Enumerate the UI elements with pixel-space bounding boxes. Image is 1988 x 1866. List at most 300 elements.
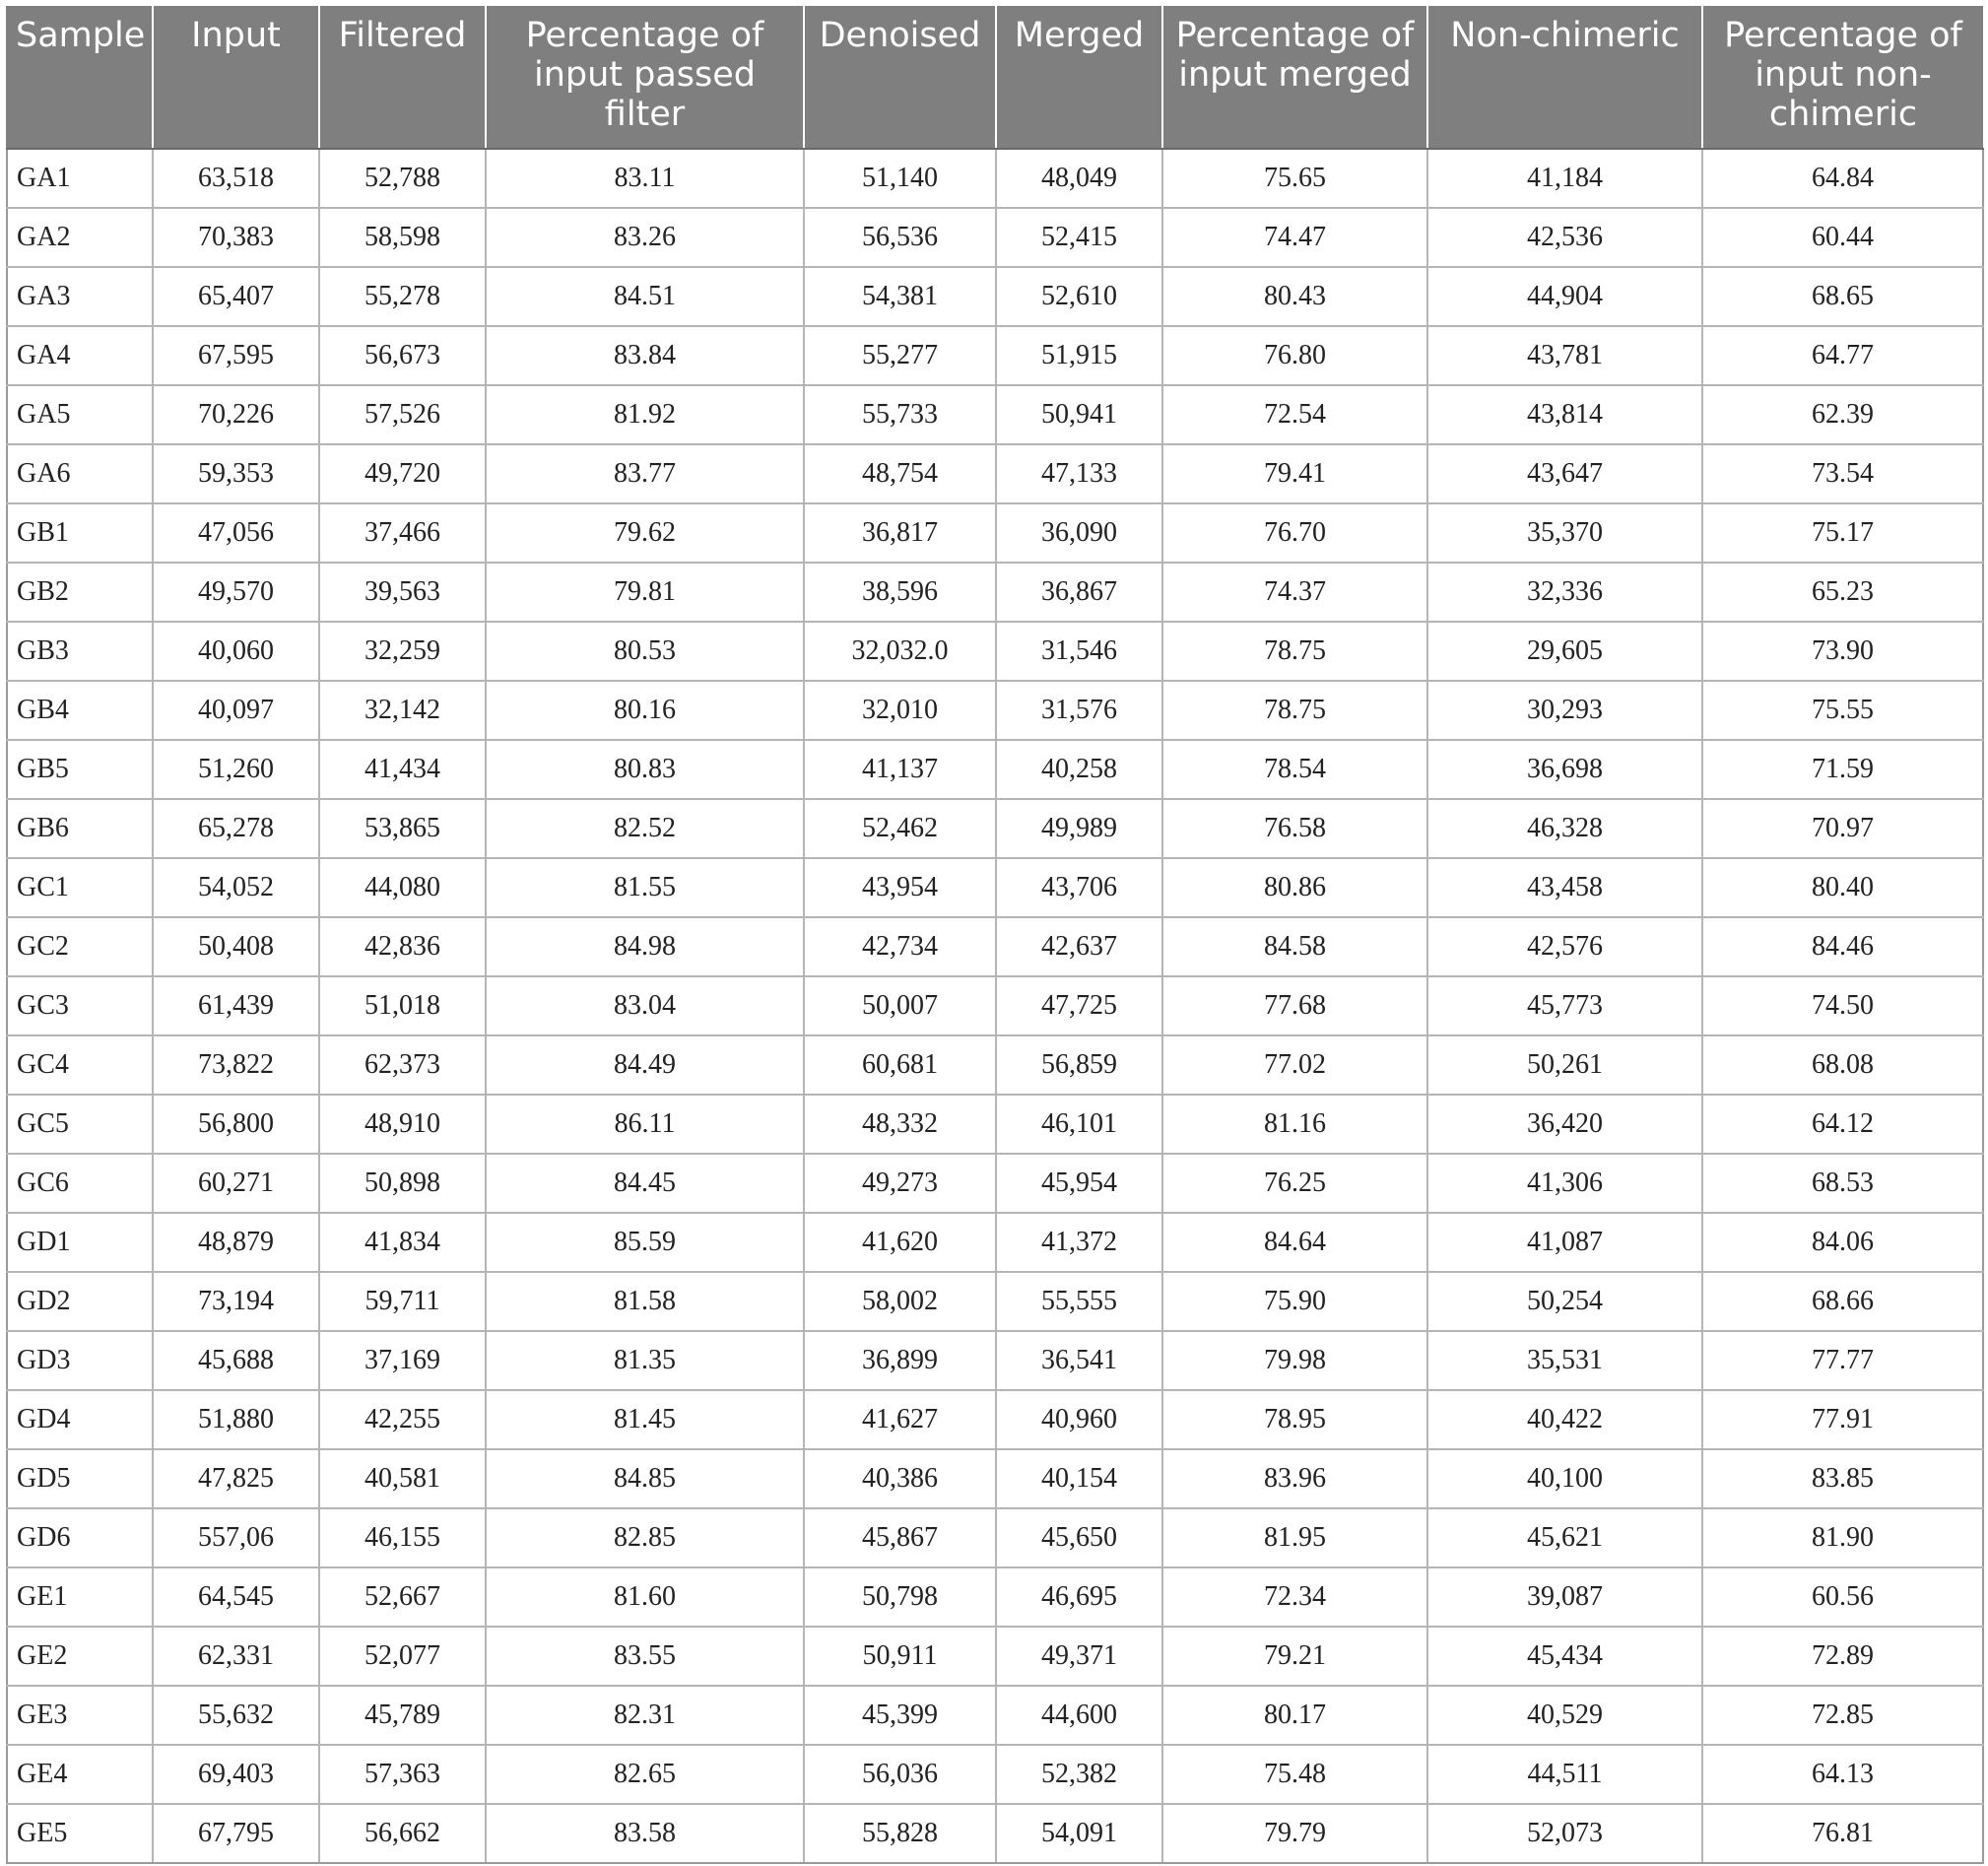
table-cell-input: 40,060 [153, 622, 319, 681]
table-row [7, 1331, 1983, 1390]
table-cell-filtered: 51,018 [319, 976, 486, 1035]
table-cell-merged: 41,372 [996, 1213, 1162, 1272]
table-cell-pct-merged: 75.48 [1162, 1745, 1427, 1804]
table-cell-denoised: 36,899 [804, 1331, 996, 1390]
sample-id-cell: GA5 [7, 385, 153, 444]
table-cell-denoised: 50,911 [804, 1627, 996, 1686]
table-cell-pct-merged: 76.70 [1162, 503, 1427, 563]
table-cell-pct-non-chimeric: 73.90 [1702, 622, 1983, 681]
table-cell-pct-passed-filter: 84.51 [486, 267, 804, 326]
table-cell-non-chimeric: 29,605 [1427, 622, 1702, 681]
table-cell-pct-merged: 80.86 [1162, 858, 1427, 917]
table-cell-pct-passed-filter: 84.49 [486, 1035, 804, 1095]
table-row [7, 149, 1983, 208]
table-cell-pct-merged: 72.54 [1162, 385, 1427, 444]
table-cell-pct-non-chimeric: 73.54 [1702, 444, 1983, 503]
sample-id-cell: GD5 [7, 1449, 153, 1508]
table-cell-pct-non-chimeric: 60.44 [1702, 208, 1983, 267]
table-cell-non-chimeric: 32,336 [1427, 563, 1702, 622]
table-cell-denoised: 55,828 [804, 1804, 996, 1863]
table-cell-denoised: 32,032.0 [804, 622, 996, 681]
table-cell-pct-non-chimeric: 62.39 [1702, 385, 1983, 444]
table-cell-denoised: 55,277 [804, 326, 996, 385]
table-cell-filtered: 52,788 [319, 149, 486, 208]
table-cell-pct-passed-filter: 82.31 [486, 1686, 804, 1745]
table-cell-pct-passed-filter: 84.98 [486, 917, 804, 976]
sample-id-cell: GD2 [7, 1272, 153, 1331]
table-cell-input: 51,880 [153, 1390, 319, 1449]
table-row [7, 799, 1983, 858]
table-cell-pct-non-chimeric: 76.81 [1702, 1804, 1983, 1863]
table-cell-filtered: 41,434 [319, 740, 486, 799]
table-cell-merged: 55,555 [996, 1272, 1162, 1331]
table-row [7, 1567, 1983, 1627]
table-row [7, 385, 1983, 444]
table-cell-merged: 52,610 [996, 267, 1162, 326]
table-cell-non-chimeric: 40,529 [1427, 1686, 1702, 1745]
table-cell-non-chimeric: 43,781 [1427, 326, 1702, 385]
table-cell-input: 45,688 [153, 1331, 319, 1390]
table-row [7, 503, 1983, 563]
table-cell-filtered: 57,363 [319, 1745, 486, 1804]
table-cell-pct-passed-filter: 86.11 [486, 1095, 804, 1154]
table-cell-merged: 31,576 [996, 681, 1162, 740]
table-cell-pct-non-chimeric: 64.13 [1702, 1745, 1983, 1804]
table-row [7, 1804, 1983, 1863]
table-cell-merged: 56,859 [996, 1035, 1162, 1095]
table-cell-pct-passed-filter: 84.85 [486, 1449, 804, 1508]
table-cell-denoised: 32,010 [804, 681, 996, 740]
table-row [7, 1508, 1983, 1567]
table-cell-filtered: 46,155 [319, 1508, 486, 1567]
table-cell-filtered: 42,255 [319, 1390, 486, 1449]
table-cell-denoised: 45,399 [804, 1686, 996, 1745]
table-cell-pct-merged: 79.21 [1162, 1627, 1427, 1686]
table-cell-input: 55,632 [153, 1686, 319, 1745]
table-cell-denoised: 55,733 [804, 385, 996, 444]
sample-id-cell: GA1 [7, 149, 153, 208]
table-cell-pct-non-chimeric: 75.55 [1702, 681, 1983, 740]
table-cell-pct-merged: 83.96 [1162, 1449, 1427, 1508]
table-cell-merged: 46,101 [996, 1095, 1162, 1154]
table-cell-input: 47,056 [153, 503, 319, 563]
table-cell-input: 557,06 [153, 1508, 319, 1567]
table-cell-filtered: 40,581 [319, 1449, 486, 1508]
table-cell-pct-non-chimeric: 72.85 [1702, 1686, 1983, 1745]
table-cell-denoised: 56,036 [804, 1745, 996, 1804]
column-header-sample: Sample [7, 6, 153, 149]
sample-id-cell: GB1 [7, 503, 153, 563]
table-cell-pct-passed-filter: 80.83 [486, 740, 804, 799]
table-cell-pct-passed-filter: 82.65 [486, 1745, 804, 1804]
table-cell-merged: 54,091 [996, 1804, 1162, 1863]
table-cell-merged: 40,154 [996, 1449, 1162, 1508]
table-row [7, 444, 1983, 503]
table-cell-pct-passed-filter: 81.92 [486, 385, 804, 444]
data-table-container [6, 6, 1982, 1864]
sample-id-cell: GB4 [7, 681, 153, 740]
table-cell-input: 54,052 [153, 858, 319, 917]
table-cell-input: 47,825 [153, 1449, 319, 1508]
table-cell-pct-non-chimeric: 64.12 [1702, 1095, 1983, 1154]
table-cell-pct-non-chimeric: 84.06 [1702, 1213, 1983, 1272]
table-cell-denoised: 41,137 [804, 740, 996, 799]
sample-id-cell: GE4 [7, 1745, 153, 1804]
table-cell-pct-passed-filter: 83.77 [486, 444, 804, 503]
table-cell-non-chimeric: 36,698 [1427, 740, 1702, 799]
table-cell-pct-merged: 80.43 [1162, 267, 1427, 326]
table-cell-merged: 45,650 [996, 1508, 1162, 1567]
table-cell-pct-non-chimeric: 68.66 [1702, 1272, 1983, 1331]
sample-id-cell: GD6 [7, 1508, 153, 1567]
table-cell-pct-passed-filter: 83.26 [486, 208, 804, 267]
table-row [7, 1390, 1983, 1449]
table-cell-denoised: 40,386 [804, 1449, 996, 1508]
sample-id-cell: GE5 [7, 1804, 153, 1863]
table-cell-pct-passed-filter: 83.11 [486, 149, 804, 208]
table-cell-pct-passed-filter: 81.60 [486, 1567, 804, 1627]
table-cell-denoised: 56,536 [804, 208, 996, 267]
table-cell-input: 49,570 [153, 563, 319, 622]
table-cell-pct-merged: 77.02 [1162, 1035, 1427, 1095]
table-cell-input: 65,278 [153, 799, 319, 858]
table-cell-filtered: 39,563 [319, 563, 486, 622]
table-cell-pct-passed-filter: 84.45 [486, 1154, 804, 1213]
table-cell-non-chimeric: 43,647 [1427, 444, 1702, 503]
table-cell-denoised: 60,681 [804, 1035, 996, 1095]
table-cell-pct-non-chimeric: 64.84 [1702, 149, 1983, 208]
table-cell-non-chimeric: 43,814 [1427, 385, 1702, 444]
table-cell-pct-merged: 77.68 [1162, 976, 1427, 1035]
table-cell-pct-passed-filter: 83.55 [486, 1627, 804, 1686]
table-cell-filtered: 37,169 [319, 1331, 486, 1390]
table-cell-merged: 49,989 [996, 799, 1162, 858]
table-cell-non-chimeric: 50,254 [1427, 1272, 1702, 1331]
table-cell-input: 59,353 [153, 444, 319, 503]
table-cell-pct-merged: 80.17 [1162, 1686, 1427, 1745]
table-cell-input: 50,408 [153, 917, 319, 976]
table-cell-filtered: 58,598 [319, 208, 486, 267]
sample-id-cell: GA4 [7, 326, 153, 385]
sample-id-cell: GA3 [7, 267, 153, 326]
table-cell-non-chimeric: 44,511 [1427, 1745, 1702, 1804]
table-row [7, 1035, 1983, 1095]
table-cell-merged: 44,600 [996, 1686, 1162, 1745]
table-row [7, 267, 1983, 326]
table-cell-merged: 52,382 [996, 1745, 1162, 1804]
table-cell-denoised: 41,620 [804, 1213, 996, 1272]
table-cell-non-chimeric: 35,370 [1427, 503, 1702, 563]
table-cell-input: 56,800 [153, 1095, 319, 1154]
table-cell-merged: 42,637 [996, 917, 1162, 976]
table-cell-input: 61,439 [153, 976, 319, 1035]
table-cell-pct-passed-filter: 81.55 [486, 858, 804, 917]
table-cell-filtered: 42,836 [319, 917, 486, 976]
table-cell-pct-merged: 78.75 [1162, 622, 1427, 681]
table-cell-input: 48,879 [153, 1213, 319, 1272]
table-cell-pct-passed-filter: 85.59 [486, 1213, 804, 1272]
table-cell-pct-passed-filter: 79.62 [486, 503, 804, 563]
table-cell-non-chimeric: 30,293 [1427, 681, 1702, 740]
sample-id-cell: GB5 [7, 740, 153, 799]
table-cell-input: 73,822 [153, 1035, 319, 1095]
table-cell-pct-merged: 76.25 [1162, 1154, 1427, 1213]
column-header-denoised: Denoised [804, 6, 996, 149]
table-row [7, 1449, 1983, 1508]
table-header [7, 6, 1983, 149]
table-cell-pct-merged: 84.58 [1162, 917, 1427, 976]
sample-id-cell: GC3 [7, 976, 153, 1035]
table-cell-pct-merged: 81.16 [1162, 1095, 1427, 1154]
table-cell-denoised: 52,462 [804, 799, 996, 858]
table-cell-pct-merged: 78.95 [1162, 1390, 1427, 1449]
table-row [7, 976, 1983, 1035]
table-cell-pct-non-chimeric: 74.50 [1702, 976, 1983, 1035]
table-cell-denoised: 50,798 [804, 1567, 996, 1627]
column-header-pct-merged: Percentage of input merged [1162, 6, 1427, 149]
table-cell-non-chimeric: 43,458 [1427, 858, 1702, 917]
table-cell-non-chimeric: 39,087 [1427, 1567, 1702, 1627]
table-cell-merged: 40,960 [996, 1390, 1162, 1449]
column-header-filtered: Filtered [319, 6, 486, 149]
table-cell-non-chimeric: 40,422 [1427, 1390, 1702, 1449]
table-cell-non-chimeric: 42,536 [1427, 208, 1702, 267]
table-cell-pct-merged: 78.54 [1162, 740, 1427, 799]
table-row [7, 1686, 1983, 1745]
table-cell-non-chimeric: 41,087 [1427, 1213, 1702, 1272]
table-cell-input: 63,518 [153, 149, 319, 208]
table-cell-non-chimeric: 41,306 [1427, 1154, 1702, 1213]
table-cell-non-chimeric: 50,261 [1427, 1035, 1702, 1095]
table-cell-denoised: 49,273 [804, 1154, 996, 1213]
table-row [7, 208, 1983, 267]
table-row [7, 326, 1983, 385]
table-cell-merged: 52,415 [996, 208, 1162, 267]
table-cell-pct-non-chimeric: 75.17 [1702, 503, 1983, 563]
sample-id-cell: GB6 [7, 799, 153, 858]
table-cell-denoised: 43,954 [804, 858, 996, 917]
table-cell-pct-passed-filter: 82.52 [486, 799, 804, 858]
table-cell-input: 40,097 [153, 681, 319, 740]
table-cell-merged: 36,541 [996, 1331, 1162, 1390]
table-cell-pct-non-chimeric: 68.53 [1702, 1154, 1983, 1213]
table-cell-merged: 43,706 [996, 858, 1162, 917]
sample-id-cell: GE1 [7, 1567, 153, 1627]
sample-id-cell: GD3 [7, 1331, 153, 1390]
table-cell-merged: 50,941 [996, 385, 1162, 444]
table-cell-merged: 36,867 [996, 563, 1162, 622]
table-cell-merged: 40,258 [996, 740, 1162, 799]
table-cell-pct-merged: 79.41 [1162, 444, 1427, 503]
table-body [7, 149, 1983, 1863]
table-cell-pct-non-chimeric: 68.65 [1702, 267, 1983, 326]
sample-id-cell: GC4 [7, 1035, 153, 1095]
sample-id-cell: GA6 [7, 444, 153, 503]
table-cell-denoised: 51,140 [804, 149, 996, 208]
table-cell-filtered: 52,077 [319, 1627, 486, 1686]
table-cell-non-chimeric: 45,773 [1427, 976, 1702, 1035]
header-row [7, 6, 1983, 149]
table-cell-input: 51,260 [153, 740, 319, 799]
table-cell-merged: 46,695 [996, 1567, 1162, 1627]
table-row [7, 858, 1983, 917]
table-cell-non-chimeric: 36,420 [1427, 1095, 1702, 1154]
table-cell-pct-merged: 75.90 [1162, 1272, 1427, 1331]
table-cell-filtered: 48,910 [319, 1095, 486, 1154]
table-cell-pct-passed-filter: 81.58 [486, 1272, 804, 1331]
table-cell-pct-non-chimeric: 64.77 [1702, 326, 1983, 385]
table-row [7, 740, 1983, 799]
table-cell-input: 64,545 [153, 1567, 319, 1627]
table-cell-filtered: 53,865 [319, 799, 486, 858]
table-cell-non-chimeric: 45,621 [1427, 1508, 1702, 1567]
table-cell-pct-merged: 74.37 [1162, 563, 1427, 622]
table-cell-pct-merged: 78.75 [1162, 681, 1427, 740]
table-cell-input: 67,595 [153, 326, 319, 385]
table-cell-merged: 31,546 [996, 622, 1162, 681]
table-cell-pct-non-chimeric: 84.46 [1702, 917, 1983, 976]
table-cell-merged: 47,725 [996, 976, 1162, 1035]
table-cell-pct-merged: 74.47 [1162, 208, 1427, 267]
table-cell-pct-non-chimeric: 72.89 [1702, 1627, 1983, 1686]
table-cell-filtered: 50,898 [319, 1154, 486, 1213]
table-cell-merged: 48,049 [996, 149, 1162, 208]
table-cell-filtered: 57,526 [319, 385, 486, 444]
table-row [7, 917, 1983, 976]
table-cell-filtered: 37,466 [319, 503, 486, 563]
table-cell-non-chimeric: 45,434 [1427, 1627, 1702, 1686]
table-cell-filtered: 59,711 [319, 1272, 486, 1331]
table-cell-pct-non-chimeric: 65.23 [1702, 563, 1983, 622]
table-cell-pct-passed-filter: 80.16 [486, 681, 804, 740]
table-cell-non-chimeric: 52,073 [1427, 1804, 1702, 1863]
table-cell-pct-non-chimeric: 77.77 [1702, 1331, 1983, 1390]
data-table [6, 6, 1984, 1864]
column-header-input: Input [153, 6, 319, 149]
table-cell-filtered: 32,259 [319, 622, 486, 681]
table-cell-input: 60,271 [153, 1154, 319, 1213]
table-cell-denoised: 48,332 [804, 1095, 996, 1154]
table-cell-pct-non-chimeric: 71.59 [1702, 740, 1983, 799]
table-cell-denoised: 36,817 [804, 503, 996, 563]
column-header-pct-passed-filter: Percentage of input passed filter [486, 6, 804, 149]
table-cell-pct-non-chimeric: 83.85 [1702, 1449, 1983, 1508]
table-cell-filtered: 55,278 [319, 267, 486, 326]
table-cell-denoised: 42,734 [804, 917, 996, 976]
table-cell-pct-passed-filter: 81.35 [486, 1331, 804, 1390]
table-cell-non-chimeric: 35,531 [1427, 1331, 1702, 1390]
table-cell-filtered: 44,080 [319, 858, 486, 917]
table-cell-input: 73,194 [153, 1272, 319, 1331]
table-row [7, 681, 1983, 740]
sample-id-cell: GC5 [7, 1095, 153, 1154]
table-cell-merged: 49,371 [996, 1627, 1162, 1686]
column-header-merged: Merged [996, 6, 1162, 149]
table-cell-pct-passed-filter: 83.58 [486, 1804, 804, 1863]
table-cell-pct-passed-filter: 83.84 [486, 326, 804, 385]
table-cell-filtered: 62,373 [319, 1035, 486, 1095]
table-cell-denoised: 41,627 [804, 1390, 996, 1449]
table-row [7, 563, 1983, 622]
table-row [7, 1627, 1983, 1686]
sample-id-cell: GD4 [7, 1390, 153, 1449]
table-cell-non-chimeric: 46,328 [1427, 799, 1702, 858]
table-row [7, 1272, 1983, 1331]
table-cell-merged: 45,954 [996, 1154, 1162, 1213]
table-cell-denoised: 45,867 [804, 1508, 996, 1567]
table-cell-pct-passed-filter: 83.04 [486, 976, 804, 1035]
sample-id-cell: GC2 [7, 917, 153, 976]
table-cell-denoised: 50,007 [804, 976, 996, 1035]
table-cell-input: 65,407 [153, 267, 319, 326]
table-cell-pct-merged: 76.58 [1162, 799, 1427, 858]
sample-id-cell: GC6 [7, 1154, 153, 1213]
sample-id-cell: GE2 [7, 1627, 153, 1686]
table-cell-filtered: 49,720 [319, 444, 486, 503]
table-cell-filtered: 56,662 [319, 1804, 486, 1863]
table-cell-filtered: 56,673 [319, 326, 486, 385]
table-cell-pct-merged: 81.95 [1162, 1508, 1427, 1567]
table-row [7, 1154, 1983, 1213]
table-cell-non-chimeric: 41,184 [1427, 149, 1702, 208]
table-cell-input: 67,795 [153, 1804, 319, 1863]
table-cell-merged: 51,915 [996, 326, 1162, 385]
table-cell-pct-non-chimeric: 68.08 [1702, 1035, 1983, 1095]
table-cell-pct-merged: 75.65 [1162, 149, 1427, 208]
table-row [7, 1745, 1983, 1804]
table-cell-non-chimeric: 42,576 [1427, 917, 1702, 976]
table-cell-denoised: 48,754 [804, 444, 996, 503]
table-row [7, 1213, 1983, 1272]
table-cell-denoised: 38,596 [804, 563, 996, 622]
table-cell-input: 62,331 [153, 1627, 319, 1686]
table-cell-filtered: 52,667 [319, 1567, 486, 1627]
table-cell-pct-non-chimeric: 70.97 [1702, 799, 1983, 858]
table-cell-denoised: 58,002 [804, 1272, 996, 1331]
sample-id-cell: GB2 [7, 563, 153, 622]
sample-id-cell: GC1 [7, 858, 153, 917]
table-cell-pct-merged: 84.64 [1162, 1213, 1427, 1272]
table-cell-non-chimeric: 40,100 [1427, 1449, 1702, 1508]
column-header-pct-non-chimeric: Percentage of input non-chimeric [1702, 6, 1983, 149]
table-cell-pct-passed-filter: 80.53 [486, 622, 804, 681]
sample-id-cell: GD1 [7, 1213, 153, 1272]
table-row [7, 622, 1983, 681]
table-cell-filtered: 32,142 [319, 681, 486, 740]
sample-id-cell: GB3 [7, 622, 153, 681]
table-cell-pct-non-chimeric: 60.56 [1702, 1567, 1983, 1627]
sample-id-cell: GE3 [7, 1686, 153, 1745]
column-header-non-chimeric: Non-chimeric [1427, 6, 1702, 149]
table-cell-pct-non-chimeric: 81.90 [1702, 1508, 1983, 1567]
table-cell-merged: 47,133 [996, 444, 1162, 503]
table-cell-pct-non-chimeric: 77.91 [1702, 1390, 1983, 1449]
table-cell-pct-non-chimeric: 80.40 [1702, 858, 1983, 917]
table-cell-input: 70,383 [153, 208, 319, 267]
table-cell-non-chimeric: 44,904 [1427, 267, 1702, 326]
table-cell-merged: 36,090 [996, 503, 1162, 563]
table-cell-pct-passed-filter: 79.81 [486, 563, 804, 622]
table-cell-filtered: 41,834 [319, 1213, 486, 1272]
table-cell-pct-passed-filter: 81.45 [486, 1390, 804, 1449]
table-cell-denoised: 54,381 [804, 267, 996, 326]
table-cell-pct-merged: 76.80 [1162, 326, 1427, 385]
table-cell-pct-merged: 79.98 [1162, 1331, 1427, 1390]
sample-id-cell: GA2 [7, 208, 153, 267]
table-cell-input: 70,226 [153, 385, 319, 444]
table-cell-pct-passed-filter: 82.85 [486, 1508, 804, 1567]
table-cell-pct-merged: 72.34 [1162, 1567, 1427, 1627]
